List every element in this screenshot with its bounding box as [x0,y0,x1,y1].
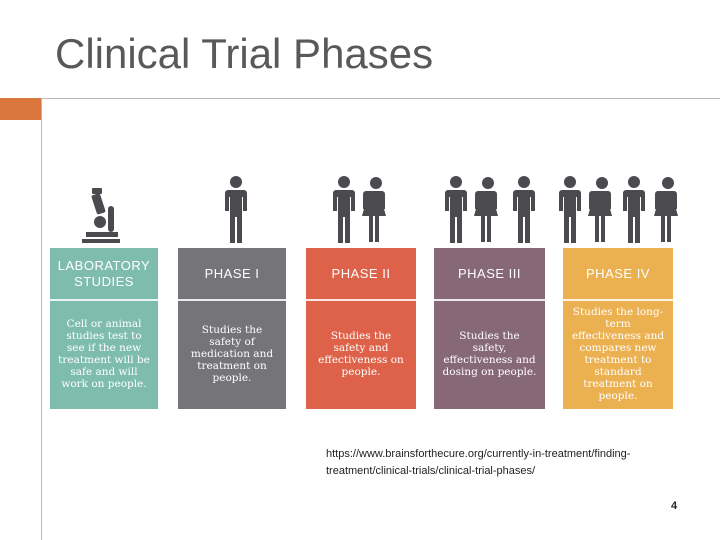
card-title-line1: PHASE II [331,265,391,281]
phase4-figures [556,174,690,248]
card-description: Studies the safety, effectiveness and dosing on people. [442,330,537,378]
card-description: Studies the safety and effectiveness on people. [318,330,404,378]
person-icon [654,177,678,242]
person-icon [559,176,581,243]
card-header [434,248,545,301]
card-header [178,248,286,301]
card-title-line1: LABORATORY [57,257,151,273]
microscope-icon [80,186,124,248]
card-phase-2 [306,248,416,409]
person-icon [588,177,612,242]
card-description: Studies the long-term effectiveness and compares new treatment to standard treatment on people. [571,306,665,402]
source-citation [326,446,686,480]
card-title-line2: STUDIES [74,273,134,289]
phase3-figures [440,174,544,248]
left-rule [41,98,42,540]
card-title-line1: PHASE IV [586,265,650,281]
person-icon [623,176,645,243]
person-icon [333,176,355,243]
phase2-figures [328,174,392,248]
source-line-2: treatment/clinical-trials/clinical-trial-phases/ [326,465,536,477]
person-icon [225,176,247,243]
person-icon [513,176,535,243]
card-phase-4 [563,248,673,409]
page-number: 4 [671,500,678,512]
card-title-line1: PHASE I [204,265,260,281]
card-header [306,248,416,301]
card-title-line1: PHASE III [457,265,522,281]
card-description: Cell or animal studies test to see if the new treatment will be safe and will work on people. [58,318,150,390]
card-phase-3 [434,248,545,409]
person-icon [362,177,386,242]
phase1-figures [218,174,254,248]
person-icon [474,177,498,242]
person-icon [445,176,467,243]
card-phase-1 [178,248,286,409]
title-rule [42,98,720,99]
accent-square [0,98,42,120]
card-header [50,248,158,301]
slide-title: Clinical Trial Phases [55,30,434,77]
source-line-1: https://www.brainsforthecure.org/currently-in-treatment/finding- [326,448,631,460]
card-header [563,248,673,301]
card-laboratory-studies [50,248,158,409]
card-description: Studies the safety of medication and treatment on people. [190,324,274,384]
